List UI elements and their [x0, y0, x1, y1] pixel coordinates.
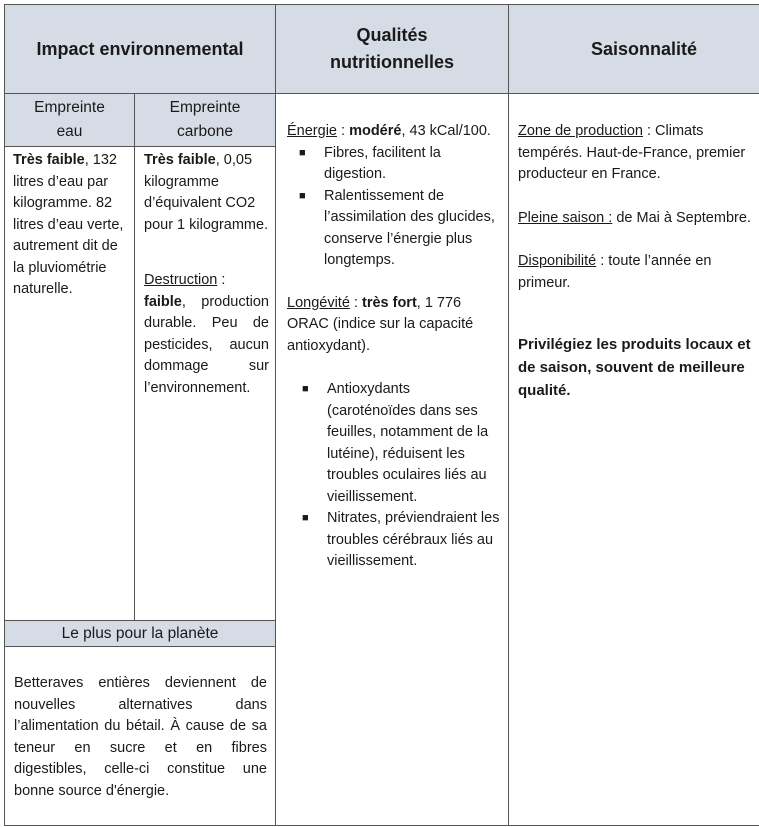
- disponibilite-text: : toute l’année en primeur.: [518, 253, 712, 291]
- pleine-saison-block: [518, 208, 757, 230]
- destruction-description: , production durable. Peu de pesticides, aucun dommage sur l’environnement.: [144, 293, 269, 396]
- list-item: [302, 508, 502, 573]
- longevite-label: Longévité: [287, 294, 350, 311]
- subheader-empreinte-eau: [4, 93, 135, 147]
- zone-text: : Climats tempérés. Haut-de-France, premier producteur en France.: [518, 123, 746, 182]
- header-impact-text: Impact environnemental: [36, 38, 244, 59]
- longevite-value: , 1 776 ORAC (indice sur la capacité antioxydant).: [287, 294, 474, 354]
- pleine-saison-label: Pleine saison :: [518, 209, 613, 226]
- carbone-block: [144, 150, 269, 236]
- subheader-carbone-line1: Empreinte: [169, 99, 241, 116]
- longevite-bullet-list: [302, 379, 502, 573]
- disponibilite-block: [518, 251, 757, 294]
- pleine-saison-text: de Mai à Septembre.: [612, 209, 751, 226]
- list-item: [299, 143, 502, 186]
- cell-qualites: [275, 93, 509, 826]
- header-qualites-line2: nutritionnelles: [329, 52, 454, 72]
- disponibilite-label: Disponibilité: [518, 253, 597, 269]
- longevite-bullet-1: Antioxydants (caroténoïdes dans ses feuilles, notamment de la lutéine), réduisent les troubles oculaires liés au vieillissement.: [327, 381, 489, 505]
- bullet-icon: ■: [299, 146, 306, 159]
- destruction-colon: :: [217, 272, 226, 288]
- energie-bullet-1: Fibres, facilitent la digestion.: [324, 144, 441, 182]
- eau-rating: Très faible: [13, 152, 85, 168]
- destruction-block: [144, 270, 269, 399]
- energie-block: [287, 121, 502, 143]
- conseil-text: Privilégiez les produits locaux et de saison, souvent de meilleure qualité.: [518, 336, 751, 399]
- longevite-sep: :: [349, 294, 362, 311]
- eau-description: , 132 litres d’eau par kilogramme. 82 litres d’eau verte, autrement dit de la pluviométrie naturelle.: [13, 152, 124, 297]
- cell-empreinte-carbone: [134, 146, 276, 621]
- destruction-rating: faible: [144, 293, 182, 310]
- subheader-eau-line2: eau: [56, 123, 83, 140]
- cell-empreinte-eau: [4, 146, 135, 621]
- zone-label: Zone de production: [518, 123, 643, 139]
- energie-bullet-list: [299, 143, 502, 272]
- longevite-block: [287, 293, 502, 358]
- carbone-description: , 0,05 kilogramme d’équivalent CO2 pour 1 kilogramme.: [144, 152, 269, 233]
- header-qualites: [275, 4, 509, 94]
- bullet-icon: ■: [302, 383, 309, 395]
- carbone-rating: Très faible: [144, 152, 216, 168]
- header-impact: [4, 4, 276, 94]
- energie-value: , 43 kCal/100.: [401, 123, 491, 139]
- header-qualites-line1: Qualités: [356, 25, 428, 45]
- plus-planete-title: Le plus pour la planète: [61, 625, 219, 642]
- header-saison: [508, 4, 759, 94]
- bullet-icon: ■: [299, 189, 306, 202]
- plus-planete-text: Betteraves entières deviennent de nouvelles alternatives dans l’alimentation du bétail. À cause de sa teneur en sucre et en fibres digestibles, celle-ci constitue une bonne source d'énergie.: [14, 675, 267, 799]
- longevite-bullet-2: Nitrates, préviendraient les troubles cérébraux liés au vieillissement.: [327, 510, 500, 569]
- subheader-eau-line1: Empreinte: [34, 99, 105, 116]
- list-item: [299, 186, 502, 272]
- subheader-carbone-line2: carbone: [176, 123, 233, 140]
- header-saison-text: Saisonnalité: [590, 38, 698, 59]
- cell-plus-planete: [4, 646, 276, 826]
- list-item: [302, 379, 502, 508]
- energie-sep: :: [336, 123, 350, 139]
- longevite-rating: très fort: [361, 294, 417, 311]
- energie-rating: modéré: [349, 123, 402, 139]
- energie-bullet-2: Ralentissement de l’assimilation des glucides, conserve l’énergie plus longtemps.: [324, 187, 495, 268]
- cell-saison: [508, 93, 759, 826]
- destruction-label: Destruction: [144, 272, 218, 288]
- zone-block: [518, 121, 757, 186]
- energie-label: Énergie: [287, 123, 337, 139]
- subheader-plus-planete: [4, 620, 276, 647]
- subheader-empreinte-carbone: [134, 93, 276, 147]
- bullet-icon: ■: [302, 512, 309, 524]
